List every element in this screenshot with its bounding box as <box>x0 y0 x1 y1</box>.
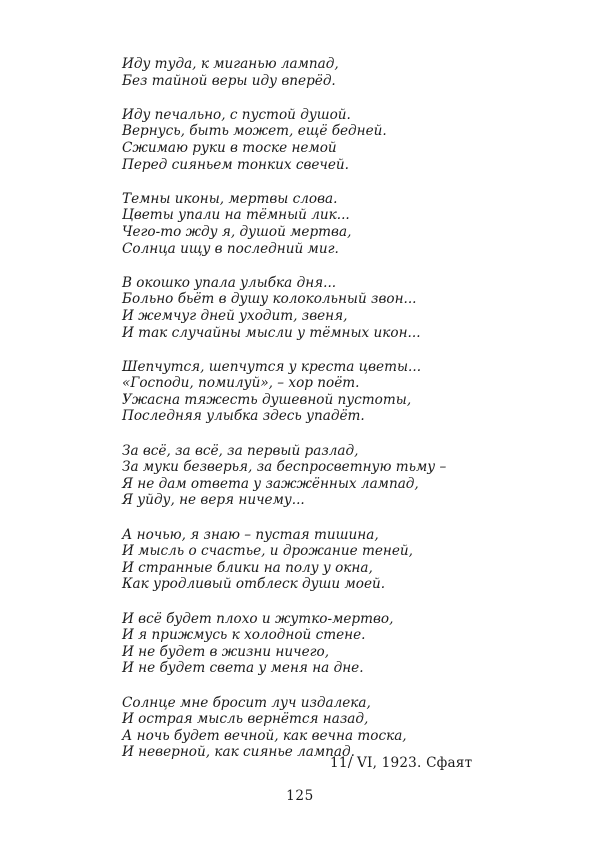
poem-line: И неверной, как сиянье лампад. <box>122 744 355 761</box>
poem-line: И всё будет плохо и жутко-мертво, <box>122 610 394 627</box>
poem-line: Цветы упали на тёмный лик... <box>122 207 350 224</box>
poem-line: И не будет в жизни ничего, <box>122 643 330 660</box>
stanza-1 <box>122 56 502 89</box>
stanza-6 <box>122 443 502 509</box>
poem-line: В окошко упала улыбка дня... <box>122 274 337 291</box>
stanza-2 <box>122 107 502 173</box>
date-signature: 11/ VI, 1923. Сфаят <box>330 755 473 771</box>
poem-line: Иду туда, к миганью лампад, <box>122 56 339 72</box>
poem-line: Ужасна тяжесть душевной пустоты, <box>122 391 412 408</box>
poem-line: И мысль о счастье, и дрожание теней, <box>122 543 413 560</box>
poem-line: И острая мысль вернётся назад, <box>122 711 369 728</box>
stanza-7 <box>122 527 502 593</box>
poem-line: Темны иконы, мертвы слова. <box>122 190 338 207</box>
poem-line: Шепчутся, шепчутся у креста цветы... <box>122 358 422 375</box>
poem-line: За всё, за всё, за первый разлад, <box>122 442 359 459</box>
stanza-5 <box>122 359 502 425</box>
poem-body <box>122 56 502 779</box>
poem-line: Вернусь, быть может, ещё бедней. <box>122 123 387 140</box>
poem-line: Без тайной веры иду вперёд. <box>122 72 336 89</box>
poem-line: Перед сияньем тонких свечей. <box>122 156 349 173</box>
poem-line: Чего-то жду я, душой мертва, <box>122 223 352 240</box>
poem-line: И так случайны мысли у тёмных икон... <box>122 324 421 341</box>
stanza-3 <box>122 191 502 257</box>
poem-line: И жемчуг дней уходит, звеня, <box>122 307 348 324</box>
poem-line: Как уродливый отблеск души моей. <box>122 576 386 593</box>
poem-line: Последняя улыбка здесь упадёт. <box>122 408 365 425</box>
poem-line: Солнца ищу в последний миг. <box>122 240 339 257</box>
poem-line: Сжимаю руки в тоске немой <box>122 139 337 156</box>
poem-line: Я уйду, не веря ничему... <box>122 492 305 509</box>
poem-line: И я прижмусь к холодной стене. <box>122 627 366 644</box>
poem-line: Иду печально, с пустой душой. <box>122 106 351 123</box>
poem-line: «Господи, помилуй», – хор поёт. <box>122 375 360 392</box>
stanza-9 <box>122 695 502 761</box>
page-number: 125 <box>286 788 314 804</box>
poem-line: Солнце мне бросит луч издалека, <box>122 694 371 711</box>
poem-line: И странные блики на полу у окна, <box>122 559 373 576</box>
stanza-8 <box>122 611 502 677</box>
poem-line: За муки безверья, за беспросветную тьму – <box>122 459 447 476</box>
poem-line: И не будет света у меня на дне. <box>122 660 364 677</box>
poem-line: А ночь будет вечной, как вечна тоска, <box>122 727 407 744</box>
poem-line: Я не дам ответа у зажжённых лампад, <box>122 475 419 492</box>
stanza-4 <box>122 275 502 341</box>
poem-line: Больно бьёт в душу колокольный звон... <box>122 291 417 308</box>
poem-line: А ночью, я знаю – пустая тишина, <box>122 526 379 543</box>
